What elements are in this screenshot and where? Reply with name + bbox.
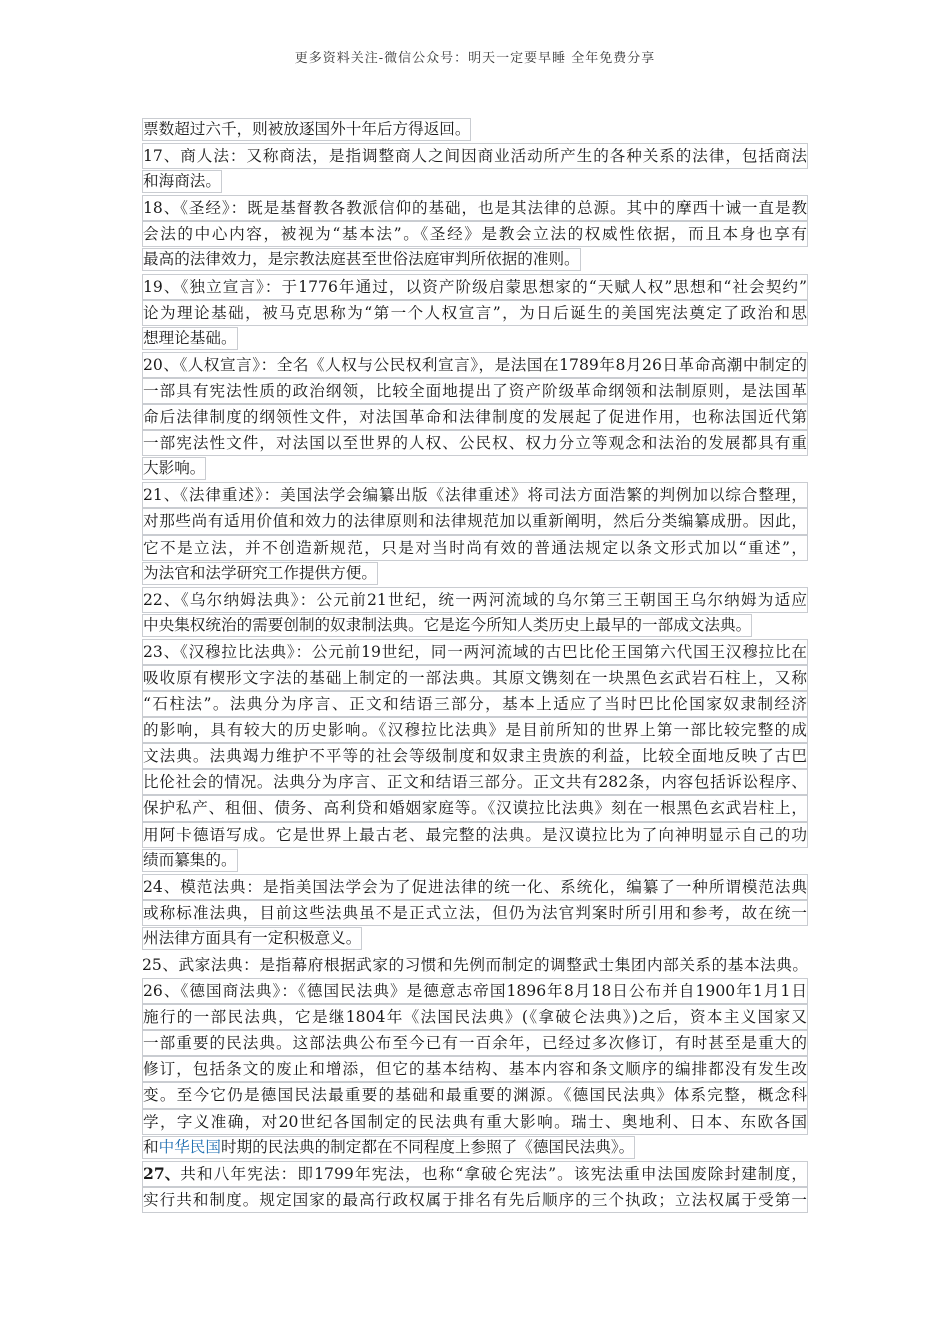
page-header: 更多资料关注-微信公众号：明天一定要早睡 全年免费分享 (294, 51, 656, 66)
text-line: 20、《人权宣言》：全名《人权与公民权利宣言》，是法国在1789年8月26日革命高潮中制定的 (142, 352, 808, 378)
item-number: 27、 (143, 1163, 181, 1183)
text-line: 命后法律制度的纲领性文件，对法国革命和法律制度的发展起了促进作用，也称法国近代第 (142, 404, 808, 430)
text-line: “石柱法”。法典分为序言、正文和结语三部分，基本上适应了当时巴比伦国家奴隶制经济 (142, 691, 808, 717)
text-line: 想理论基础。 (142, 327, 238, 350)
text-line (142, 1136, 635, 1159)
paragraph-20 (142, 352, 808, 482)
text-line: 会法的中心内容，被视为“基本法”。《圣经》是教会立法的权威性依据，而且本身也享有 (142, 221, 808, 247)
text-line: 绩而纂集的。 (142, 849, 238, 872)
text-line (142, 1161, 808, 1187)
paragraph-26-end (142, 1135, 808, 1161)
text-line: 州法律方面具有一定积极意义。 (142, 927, 362, 950)
text-line: 或称标准法典，目前这些法典虽不是正式立法，但仍为法官判案时所引用和参考，故在统一 (142, 900, 808, 926)
paragraph (142, 117, 808, 143)
text-line: 23、《汉穆拉比法典》：公元前19世纪，同一两河流域的古巴比伦王国第六代国王汉穆拉比在 (142, 639, 808, 665)
paragraph-18 (142, 195, 808, 273)
text-line: 学，字义准确，对20世纪各国制定的民法典有重大影响。瑞士、奥地利、日本、东欧各国 (142, 1109, 808, 1135)
text-line: 保护私产、租佃、债务、高利贷和婚姻家庭等。《汉谟拉比法典》刻在一根黑色玄武岩柱上， (142, 795, 808, 821)
text-line: 的影响，具有较大的历史影响。《汉穆拉比法典》是目前所知的世界上第一部比较完整的成 (142, 717, 808, 743)
text-line: 26、《德国商法典》：《德国民法典》是德意志帝国1896年8月18日公布并自1900年1月1日 (142, 978, 808, 1004)
text-line: 22、《乌尔纳姆法典》：公元前21世纪，统一两河流域的乌尔第三王朝国王乌尔纳姆为适应 (142, 587, 808, 613)
text-line: 它不是立法，并不创造新规范，只是对当时尚有效的普通法规定以条文形式加以“重述”， (142, 535, 808, 561)
paragraph-23 (142, 639, 808, 874)
text-line: 一部具有宪法性质的政治纲领，比较全面地提出了资产阶级革命纲领和法制原则，是法国革 (142, 378, 808, 404)
paragraph-19 (142, 274, 808, 352)
text-line: 一部重要的民法典。这部法典公布至今已有一百余年，已经过多次修订，有时甚至是重大的 (142, 1030, 808, 1056)
text-line: 论为理论基础，被马克思称为“第一个人权宣言”，为日后诞生的美国宪法奠定了政治和思 (142, 300, 808, 326)
text-line: 大影响。 (142, 457, 206, 480)
text-line: 对那些尚有适用价值和效力的法律原则和法律规范加以重新阐明，然后分类编纂成册。因此， (142, 508, 808, 534)
text-line: 17、商人法：又称商法，是指调整商人之间因商业活动所产生的各种关系的法律，包括商法 (142, 143, 808, 169)
paragraph-26 (142, 978, 808, 1135)
text-fragment: 和 (143, 1137, 159, 1156)
text-line: 和海商法。 (142, 170, 222, 193)
text-line: 施行的一部民法典，它是继1804年《法国民法典》(《拿破仑法典》)之后，资本主义国家又 (142, 1004, 808, 1030)
text-line: 为法官和法学研究工作提供方便。 (142, 562, 378, 585)
text-line: 25、武家法典：是指幕府根据武家的习惯和先例而制定的调整武士集团内部关系的基本法典。 (142, 956, 808, 974)
text-line: 文法典。法典竭力维护不平等的社会等级制度和奴隶主贵族的利益，比较全面地反映了古巴 (142, 743, 808, 769)
paragraph-25 (142, 952, 808, 978)
text-line: 中央集权统治的需要创制的奴隶制法典。它是迄今所知人类历史上最早的一部成文法典。 (142, 614, 752, 637)
zhonghua-minguo-link[interactable]: 中华民国 (158, 1137, 221, 1156)
text-line: 用阿卡德语写成。它是世界上最古老、最完整的法典。是汉谟拉比为了向神明显示自己的功 (142, 822, 808, 848)
text-line: 吸收原有楔形文字法的基础上制定的一部法典。其原文镌刻在一块黑色玄武岩石柱上，又称 (142, 665, 808, 691)
text-line: 21、《法律重述》：美国法学会编纂出版《法律重述》将司法方面浩繁的判例加以综合整理， (142, 482, 808, 508)
text-line: 18、《圣经》：既是基督教各教派信仰的基础，也是其法律的总源。其中的摩西十诫一直是教 (142, 195, 808, 221)
text-line: 19、《独立宣言》：于1776年通过，以资产阶级启蒙思想家的“天赋人权”思想和“社会契约” (142, 274, 808, 300)
text-line: 一部宪法性文件，对法国以至世界的人权、公民权、权力分立等观念和法治的发展都具有重 (142, 430, 808, 456)
paragraph-17 (142, 143, 808, 195)
text-fragment: 时期的民法典的制定都在不同程度上参照了《德国民法典》。 (221, 1137, 635, 1156)
paragraph-22 (142, 587, 808, 639)
text-fragment: 共和八年宪法：即1799年宪法，也称“拿破仑宪法”。该宪法重申法国废除封建制度， (180, 1164, 807, 1183)
text-line: 实行共和制度。规定国家的最高行政权属于排名有先后顺序的三个执政；立法权属于受第一 (142, 1187, 808, 1213)
paragraph-24 (142, 874, 808, 952)
text-line: 最高的法律效力，是宗教法庭甚至世俗法庭审判所依据的准则。 (142, 248, 581, 271)
document-body (142, 117, 808, 1213)
text-line: 修订，包括条文的废止和增添，但它的基本结构、基本内容和条文顺序的编排都没有发生改 (142, 1056, 808, 1082)
text-line: 24、模范法典：是指美国法学会为了促进法律的统一化、系统化，编纂了一种所谓模范法典 (142, 874, 808, 900)
paragraph-21 (142, 482, 808, 586)
text-line: 比伦社会的情况。法典分为序言、正文和结语三部分。正文共有282条，内容包括诉讼程序、 (142, 769, 808, 795)
text-line: 票数超过六千，则被放逐国外十年后方得返回。 (142, 118, 471, 141)
text-line: 变。至今它仍是德国民法最重要的基础和最重要的渊源。《德国民法典》体系完整，概念科 (142, 1082, 808, 1108)
paragraph-27 (142, 1161, 808, 1213)
